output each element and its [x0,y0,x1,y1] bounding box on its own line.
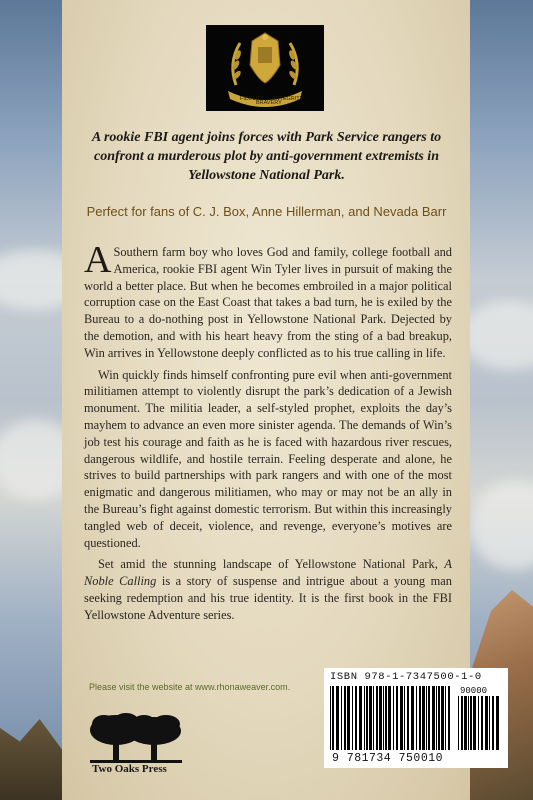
barcode-bar [478,696,479,750]
fans-line: Perfect for fans of C. J. Box, Anne Hillerman, and Nevada Barr [86,204,447,219]
drop-cap: A [84,239,112,281]
tagline: A rookie FBI agent joins forces with Park Service rangers to confront a murderous plot by anti-government extremists in Yellowstone National Park. [91,130,442,183]
barcode-bar [470,696,472,750]
paragraph-3 [84,556,452,623]
barcode-bar [364,686,365,750]
barcode-bar [344,686,346,750]
barcode-bar [379,686,382,750]
barcode-bar [336,686,339,750]
barcode-bar [355,686,357,750]
barcode-bar [489,696,490,750]
barcode-bar [428,686,430,750]
barcode-bar [376,686,378,750]
barcode-bar [347,686,350,750]
barcode-bar [369,686,372,750]
barcode-bar [441,686,444,750]
barcode-bar [445,686,446,750]
barcode-bar [393,686,394,750]
motto-fidelity: FIDELITY [240,96,265,102]
barcode-bar [330,686,331,750]
paragraph-3-pre: Set amid the stunning landscape of Yellowstone National Park, [98,557,445,572]
barcode-bar [396,686,398,750]
book-title: A Noble Calling [84,557,452,589]
barcode-bar [438,686,440,750]
barcode-bar [332,686,334,750]
barcode-bar [468,696,469,750]
barcode-bar [464,696,467,750]
barcode-bar [388,686,391,750]
barcode-bar [461,696,463,750]
barcode-bar [448,686,450,750]
barcode-bar [373,686,374,750]
barcode-bar [432,686,435,750]
barcode-bar [411,686,414,750]
publisher-name: Two Oaks Press [92,763,167,775]
paragraph-2: Win quickly finds himself confronting pure evil when anti-government militiamen attempt to violently disrupt the park’s dedication of a Jewish monument. The militia leader, a self-styled prophet, exploits the day’s mayhem to advance an even more sinister agenda. The demands of Win’s job test his courage and faith as he is faced with hazardous river rescues, dangerous wildlife, and hostile terrain. Feeling desperate and alone, he strives to build partnerships with park rangers and with one of the most enigmatic and dangerous militiamen, who may or may not be an ally in the Bureau’s fight against domestic terrorism. But within this increasingly tangled web of deceit, violence, and revenge, everyone’s motives are questioned. [84,367,452,550]
fbi-badge-icon [206,25,324,111]
fbi-badge-emblem [206,25,324,111]
barcode-bar [422,686,425,750]
barcode-bar [359,686,362,750]
barcode-bar [416,686,417,750]
paragraph-1-text: Southern farm boy who loves God and family, college football and America, rookie FBI agent Win Tyler lives in pursuit of making the world a better place. But when he becomes embroiled in a major political corruption case on the East Coast that takes a bad turn, he is exiled by the Bureau to a do-nothing post in Yellowstone National Park. Dejected by the demotion, and with his heart heavy from the sting of a bad breakup, Win arrives in Yellowstone deeply conflicted as to his true calling in life. [84,245,452,360]
isbn-label: ISBN 978-1-7347500-1-0 [330,671,482,683]
barcode-bar [404,686,405,750]
paragraph-3-post: is a story of suspense and intrigue about a young man seeking redemption and his true identity. It is the first book in the FBI Yellowstone Adventure series. [84,574,452,622]
barcode-bar [496,696,499,750]
isbn-addon-label: 90000 [460,686,488,696]
ean-barcode [330,686,454,750]
barcode-bar [426,686,427,750]
barcode-bar [481,696,483,750]
barcode-bar [485,696,488,750]
website-line: Please visit the website at www.rhonaweaver.com. [89,682,291,692]
barcode-bar [436,686,437,750]
barcode-bar [366,686,368,750]
two-oaks-tree-icon [88,712,184,764]
motto-integrity: INTEGRITY [274,96,304,102]
ean-number: 9 781734 750010 [332,752,444,765]
paragraph-1 [84,239,452,362]
barcode-bar [385,686,387,750]
barcode-bar [352,686,353,750]
motto-bravery: BRAVERY [256,100,282,106]
barcode-bar [383,686,384,750]
barcode-bar [473,696,476,750]
barcode-bar [492,696,494,750]
barcode-bar [341,686,342,750]
barcode-bar [419,686,421,750]
barcode-bar [458,696,459,750]
barcode-bar [407,686,409,750]
barcode-bar [400,686,403,750]
description-body [84,239,452,629]
addon-barcode [458,696,502,750]
